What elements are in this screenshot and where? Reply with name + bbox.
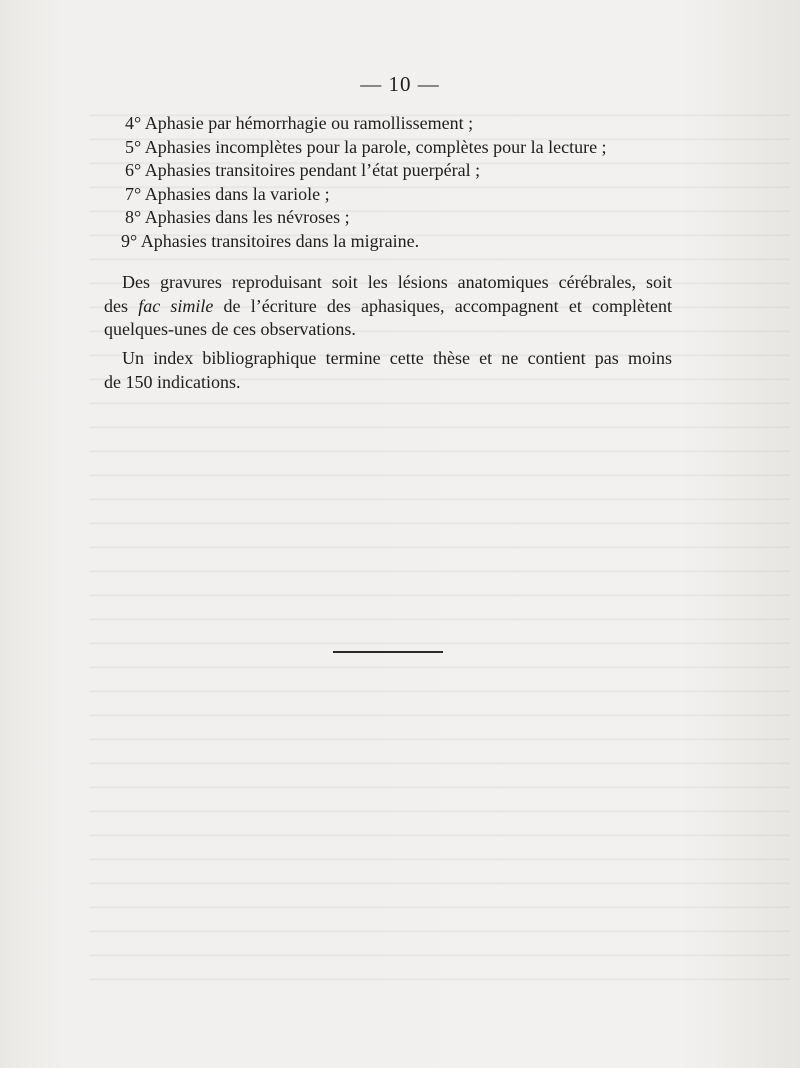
italic-term: fac simile (138, 295, 214, 316)
paragraph-line (104, 347, 672, 371)
list-item: 9° Aphasies transitoires dans la migraine. (121, 230, 420, 251)
paragraph-text: des (104, 295, 139, 316)
aphasia-list (121, 112, 685, 253)
paragraph-line (104, 271, 672, 295)
page-number: — 10 — (360, 72, 440, 96)
paragraph-illustrations (104, 271, 672, 342)
paragraph-text: Un index bibliographique termine cette thèse et ne contient pas moins (122, 348, 672, 368)
paragraph-text: Des gravures reproduisant soit les lésions anatomiques cérébrales, soit (122, 272, 672, 292)
list-item: 5° Aphasies incomplètes pour la parole, complètes pour la lecture ; (125, 136, 607, 157)
list-item: 7° Aphasies dans la variole ; (125, 183, 330, 204)
list-item: 6° Aphasies transitoires pendant l’état puerpéral ; (125, 160, 481, 180)
paragraph-line: quelques-unes de ces observations. (104, 319, 356, 339)
paragraph-text: de l’écriture des aphasiques, accompagnent et complètent (213, 295, 673, 316)
section-divider (333, 651, 443, 653)
paragraph-line (104, 295, 672, 319)
paragraph-line: de 150 indications. (104, 371, 241, 392)
paragraph-bibliography (104, 347, 672, 394)
list-item: 4° Aphasie par hémorrhagie ou ramollissement ; (125, 113, 474, 133)
list-item: 8° Aphasies dans les névroses ; (125, 207, 350, 227)
